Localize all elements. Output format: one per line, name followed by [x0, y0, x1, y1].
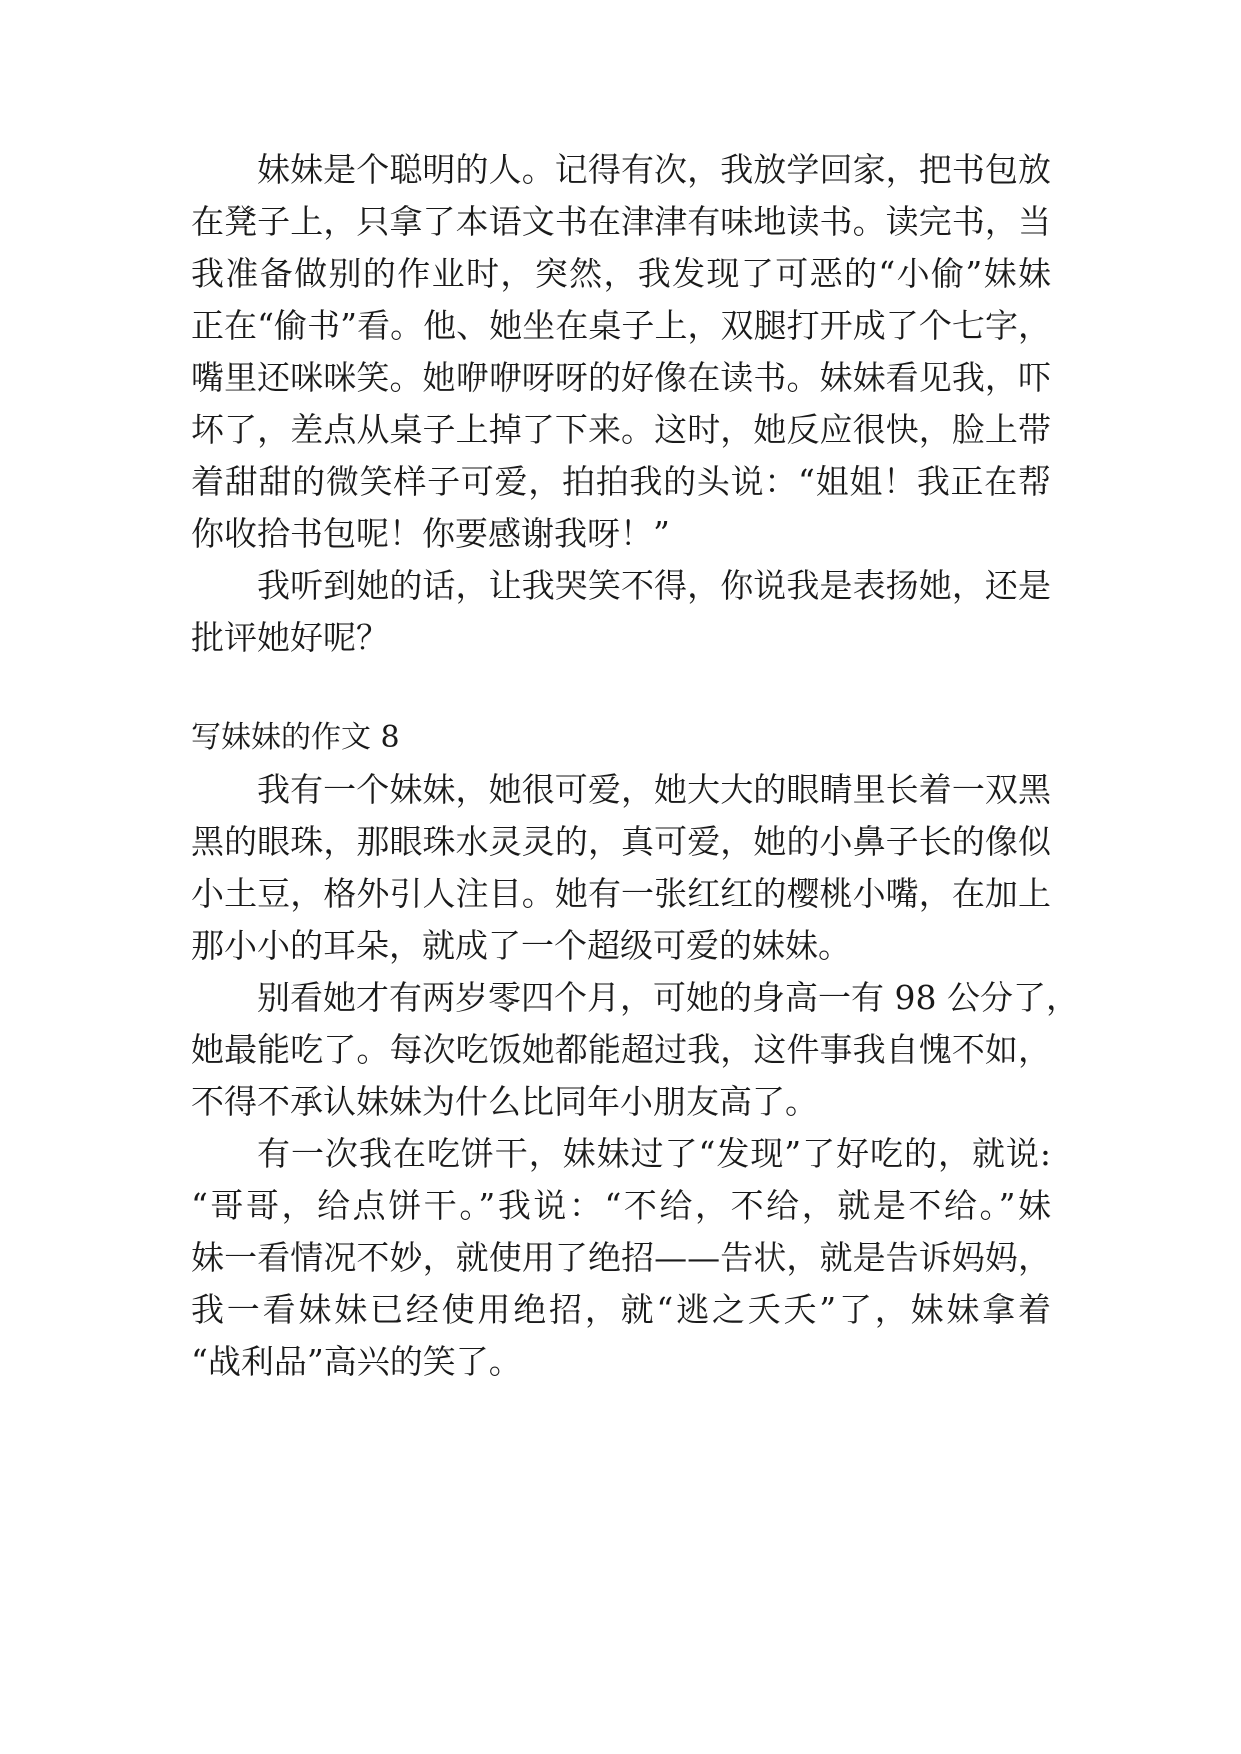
paragraph-line: 坏了，差点从桌子上掉了下来。这时，她反应很快，脸上带 — [191, 410, 1051, 449]
paragraph-line: 我准备做别的作业时，突然，我发现了可恶的“小偷”妹妹 — [191, 254, 1051, 293]
paragraph-line: 妹妹是个聪明的人。记得有次，我放学回家，把书包放 — [257, 150, 1051, 189]
paragraph-line: 妹一看情况不妙，就使用了绝招——告状，就是告诉妈妈， — [191, 1238, 1051, 1277]
paragraph-line: 着甜甜的微笑样子可爱，拍拍我的头说：“姐姐！我正在帮 — [191, 462, 1051, 501]
paragraph-line: 那小小的耳朵，就成了一个超级可爱的妹妹。 — [191, 926, 851, 965]
paragraph-line: 正在“偷书”看。他、她坐在桌子上，双腿打开成了个七字， — [191, 306, 1051, 345]
paragraph-line: “战利品”高兴的笑了。 — [191, 1342, 522, 1381]
paragraph-line: 嘴里还咪咪笑。她咿咿呀呀的好像在读书。妹妹看见我，吓 — [191, 358, 1051, 397]
paragraph-line: 我一看妹妹已经使用绝招，就“逃之夭夭”了，妹妹拿着 — [191, 1290, 1051, 1329]
section-title: 写妹妹的作文 8 — [191, 720, 400, 755]
paragraph-line: 批评她好呢？ — [191, 618, 389, 657]
paragraph-line: 我有一个妹妹，她很可爱，她大大的眼睛里长着一双黑 — [257, 770, 1051, 809]
paragraph-line: 黑的眼珠，那眼珠水灵灵的，真可爱，她的小鼻子长的像似 — [191, 822, 1051, 861]
paragraph-line: 你收拾书包呢！你要感谢我呀！” — [191, 514, 670, 553]
paragraph-line: 她最能吃了。每次吃饭她都能超过我，这件事我自愧不如， — [191, 1030, 1051, 1069]
paragraph-line: “哥哥，给点饼干。”我说：“不给，不给，就是不给。”妹 — [191, 1186, 1051, 1225]
paragraph-line: 有一次我在吃饼干，妹妹过了“发现”了好吃的，就说: — [257, 1134, 1051, 1173]
paragraph-line: 我听到她的话，让我哭笑不得，你说我是表扬她，还是 — [257, 566, 1051, 605]
paragraph-line: 不得不承认妹妹为什么比同年小朋友高了。 — [191, 1082, 818, 1121]
paragraph-line: 小土豆，格外引人注目。她有一张红红的樱桃小嘴，在加上 — [191, 874, 1051, 913]
paragraph-line: 在凳子上，只拿了本语文书在津津有味地读书。读完书，当 — [191, 202, 1051, 241]
paragraph-line: 别看她才有两岁零四个月，可她的身高一有 98 公分了， — [257, 978, 1079, 1017]
